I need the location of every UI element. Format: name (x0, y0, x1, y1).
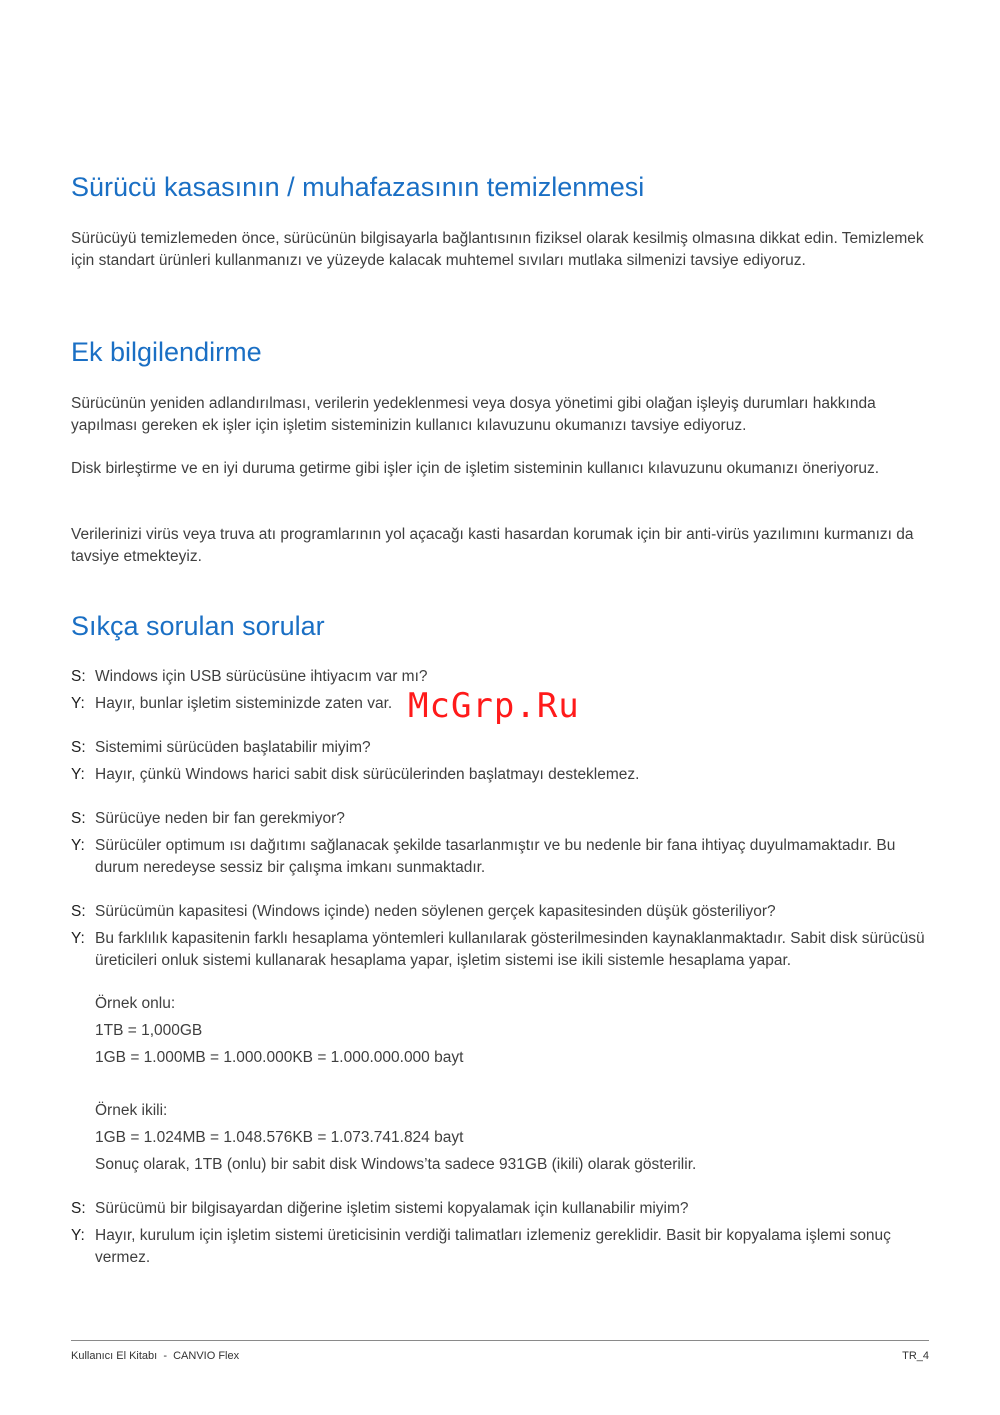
question-text: Sürücümün kapasitesi (Windows içinde) neden söylenen gerçek kapasitesinden düşük gösteriliyor? (95, 903, 776, 920)
faq-answer-2 (71, 764, 929, 786)
additional-info-heading: Ek bilgilendirme (71, 337, 262, 367)
faq-answer-4 (71, 928, 929, 972)
question-label: S: (71, 1200, 86, 1217)
question-text: Sürücümü bir bilgisayardan diğerine işletim sistemi kopyalamak için kullanabilir miyim? (95, 1200, 689, 1217)
question-label: S: (71, 810, 86, 827)
additional-paragraph-3: Verilerinizi virüs veya truva atı programlarının yol açacağı kasti hasardan korumak için bir anti-virüs yazılımını kurmanızı da tavsiye etmekteyiz. (71, 526, 914, 565)
answer-text: Hayır, bunlar işletim sisteminizde zaten var. (95, 695, 393, 712)
faq-heading: Sıkça sorulan sorular (71, 611, 325, 641)
example-decimal-title: Örnek onlu: (95, 995, 176, 1012)
faq-question-5 (71, 1198, 929, 1220)
footer-page-number: TR_4 (902, 1350, 929, 1362)
example-binary-line-2: Sonuç olarak, 1TB (onlu) bir sabit disk Windows’ta sadece 931GB (ikili) olarak gösterilir. (95, 1156, 697, 1173)
question-label: S: (71, 668, 86, 685)
answer-text: Sürücüler optimum ısı dağıtımı sağlanacak şekilde tasarlanmıştır ve bu nedenle bir fana ihtiyaç duyulmamaktadır. Bu durum neredeyse sessiz bir çalışma imkanı sunmaktadır. (95, 837, 896, 876)
question-text: Sistemimi sürücüden başlatabilir miyim? (95, 739, 371, 756)
additional-paragraph-1: Sürücünün yeniden adlandırılması, verilerin yedeklenmesi veya dosya yönetimi gibi olağan işleyiş durumları hakkında yapılması gereken ek işler için işletim sisteminizin kullanıcı kılavuzunu okumanızı tavsiye ediyoruz. (71, 395, 876, 434)
answer-label: Y: (71, 695, 85, 712)
question-text: Sürücüye neden bir fan gerekmiyor? (95, 810, 345, 827)
faq-question-4 (71, 901, 929, 923)
cleaning-heading: Sürücü kasasının / muhafazasının temizlenmesi (71, 172, 645, 202)
faq-answer-5 (71, 1225, 929, 1269)
cleaning-paragraph: Sürücüyü temizlemeden önce, sürücünün bilgisayarla bağlantısının fiziksel olarak kesilmiş olmasına dikkat edin. Temizlemek için standart ürünleri kullanmanızı ve yüzeyde kalacak muhtemel sıvıları mutlaka silmenizi tavsiye ediyoruz. (71, 230, 924, 269)
example-decimal-line-1: 1TB = 1,000GB (95, 1022, 203, 1039)
answer-label: Y: (71, 766, 85, 783)
answer-label: Y: (71, 1227, 85, 1244)
footer-manual-title: Kullanıcı El Kitabı - CANVIO Flex (71, 1350, 240, 1362)
example-binary-title: Örnek ikili: (95, 1102, 168, 1119)
question-label: S: (71, 739, 86, 756)
faq-question-1 (71, 666, 929, 688)
answer-text: Bu farklılık kapasitenin farklı hesaplama yöntemleri kullanılarak gösterilmesinden kaynaklanmaktadır. Sabit disk sürücüsü üreticileri onluk sistemi kullanarak hesaplama yapar, işletim sistemi ise ikili sistemle hesaplama yapar. (95, 930, 925, 969)
faq-question-3 (71, 808, 929, 830)
answer-text: Hayır, çünkü Windows harici sabit disk sürücülerinden başlatmayı desteklemez. (95, 766, 640, 783)
answer-text: Hayır, kurulum için işletim sistemi üreticisinin verdiği talimatları izlemeniz gereklidir. Basit bir kopyalama işlemi sonuç vermez. (95, 1227, 891, 1266)
faq-question-2 (71, 737, 929, 759)
answer-label: Y: (71, 930, 85, 947)
question-text: Windows için USB sürücüsüne ihtiyacım var mı? (95, 668, 428, 685)
faq-answer-3 (71, 835, 929, 879)
footer-divider (71, 1340, 929, 1341)
watermark-text: McGrp.Ru (408, 686, 580, 726)
example-binary-line-1: 1GB = 1.024MB = 1.048.576KB = 1.073.741.824 bayt (95, 1129, 464, 1146)
example-decimal-line-2: 1GB = 1.000MB = 1.000.000KB = 1.000.000.000 bayt (95, 1049, 464, 1066)
answer-label: Y: (71, 837, 85, 854)
question-label: S: (71, 903, 86, 920)
additional-paragraph-2: Disk birleştirme ve en iyi duruma getirme gibi işler için de işletim sisteminin kullanıcı kılavuzunu okumanızı öneriyoruz. (71, 460, 880, 477)
